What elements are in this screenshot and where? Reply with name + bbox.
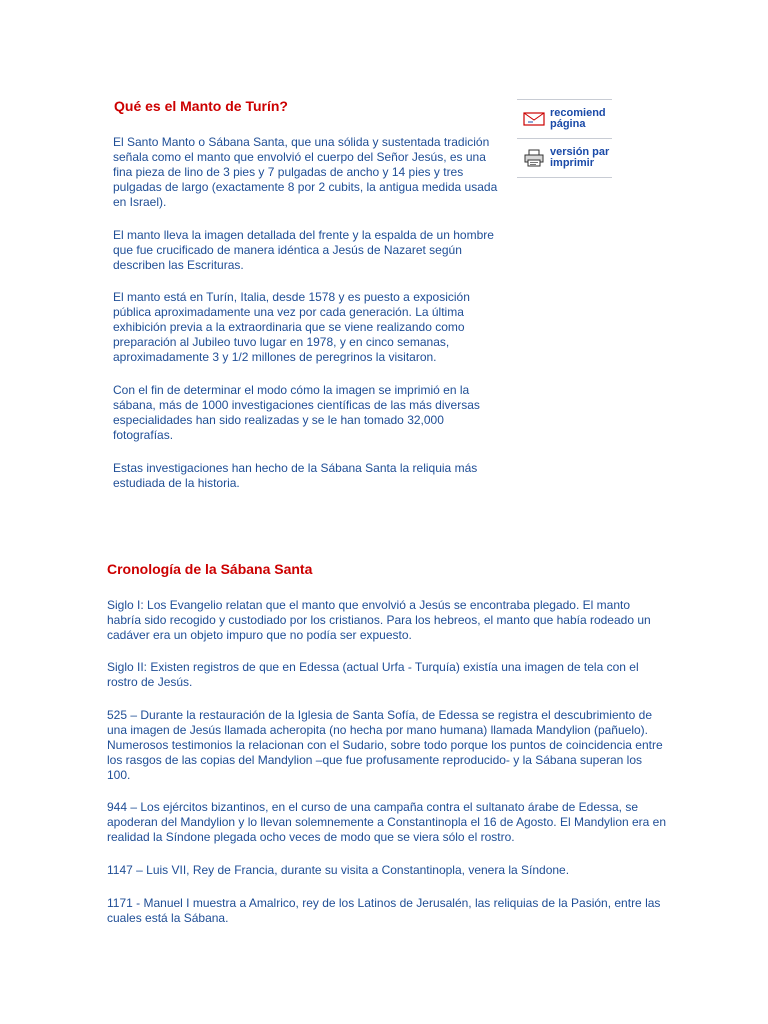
section-title-manto: Qué es el Manto de Turín?	[114, 98, 288, 114]
paragraph-manto-1: El Santo Manto o Sábana Santa, que una sólida y sustentada tradición señala como el manto que envolvió el cuerpo del Señor Jesús, es una fina pieza de lino de 3 pies y 7 pulgadas de ancho y 14 pies y tres pulgadas de largo (exactamente 8 por 2 cubits, la antigua medida usada en Israel).	[113, 135, 498, 209]
envelope-icon	[522, 109, 546, 129]
paragraph-manto-4: Con el fin de determinar el modo cómo la imagen se imprimió en la sábana, más de 1000 investigaciones científicas de las más diversas especialidades han sido realizadas y se le han tomado 32,000 fotografías.	[113, 383, 480, 442]
paragraph-cronologia-siglo-2: Siglo II: Existen registros de que en Edessa (actual Urfa - Turquía) existía una imagen de tela con el rostro de Jesús.	[107, 660, 639, 689]
paragraph-cronologia-525: 525 – Durante la restauración de la Iglesia de Santa Sofía, de Edessa se registra el descubrimiento de una imagen de Jesús llamada acheropita (no hecha por mano humana) llamada Mandylion (pañuelo). Numerosos testimonios la relacionan con el Sudario, sobre todo porque los puntos de coincidencia entre los rasgos de las copias del Mandylion –que fue profusamente reproducido- y la Sábana superan los 100.	[107, 708, 663, 782]
page-actions-sidebar	[517, 99, 612, 178]
print-line2: imprimir	[550, 157, 595, 169]
printer-icon	[522, 148, 546, 168]
paragraph-cronologia-1171: 1171 - Manuel I muestra a Amalrico, rey de los Latinos de Jerusalén, las reliquias de la Pasión, entre las cuales está la Sábana.	[107, 896, 661, 925]
divider	[517, 177, 612, 178]
section-title-cronologia: Cronología de la Sábana Santa	[107, 561, 313, 577]
paragraph-cronologia-1147: 1147 – Luis VII, Rey de Francia, durante su visita a Constantinopla, venera la Síndone.	[107, 863, 570, 877]
paragraph-manto-3: El manto está en Turín, Italia, desde 1578 y es puesto a exposición pública aproximadamente una vez por cada generación. La última exhibición previa a la extraordinaria que se viene realizando como preparación al Jubileo tuvo lugar en 1978, y en cinco semanas, aproximadamente 3 y 1/2 millones de peregrinos la visitaron.	[113, 290, 470, 364]
recommend-page-link[interactable]	[517, 100, 612, 138]
paragraph-cronologia-944: 944 – Los ejércitos bizantinos, en el curso de una campaña contra el sultanato árabe de Edessa, se apoderan del Mandylion y lo llevan solemnemente a Constantinopla el 16 de Agosto. El Mandylion era en realidad la Síndone plegada ocho veces de modo que se viera sólo el rostro.	[107, 800, 667, 844]
print-version-link[interactable]	[517, 139, 612, 177]
print-line1: versión par	[550, 146, 610, 158]
recommend-line2: página	[550, 118, 586, 130]
paragraph-cronologia-siglo-1: Siglo I: Los Evangelio relatan que el manto que envolvió a Jesús se encontraba plegado. El manto habría sido recogido y custodiado por los cristianos. Para los hebreos, el manto que había rodeado un cadáver era un objeto impuro que no podía ser expuesto.	[107, 598, 651, 642]
paragraph-manto-2: El manto lleva la imagen detallada del frente y la espalda de un hombre que fue crucificado de manera idéntica a Jesús de Nazaret según describen las Escrituras.	[113, 228, 494, 272]
recommend-line1: recomiend	[550, 107, 606, 119]
paragraph-manto-5: Estas investigaciones han hecho de la Sábana Santa la reliquia más estudiada de la historia.	[113, 461, 478, 490]
